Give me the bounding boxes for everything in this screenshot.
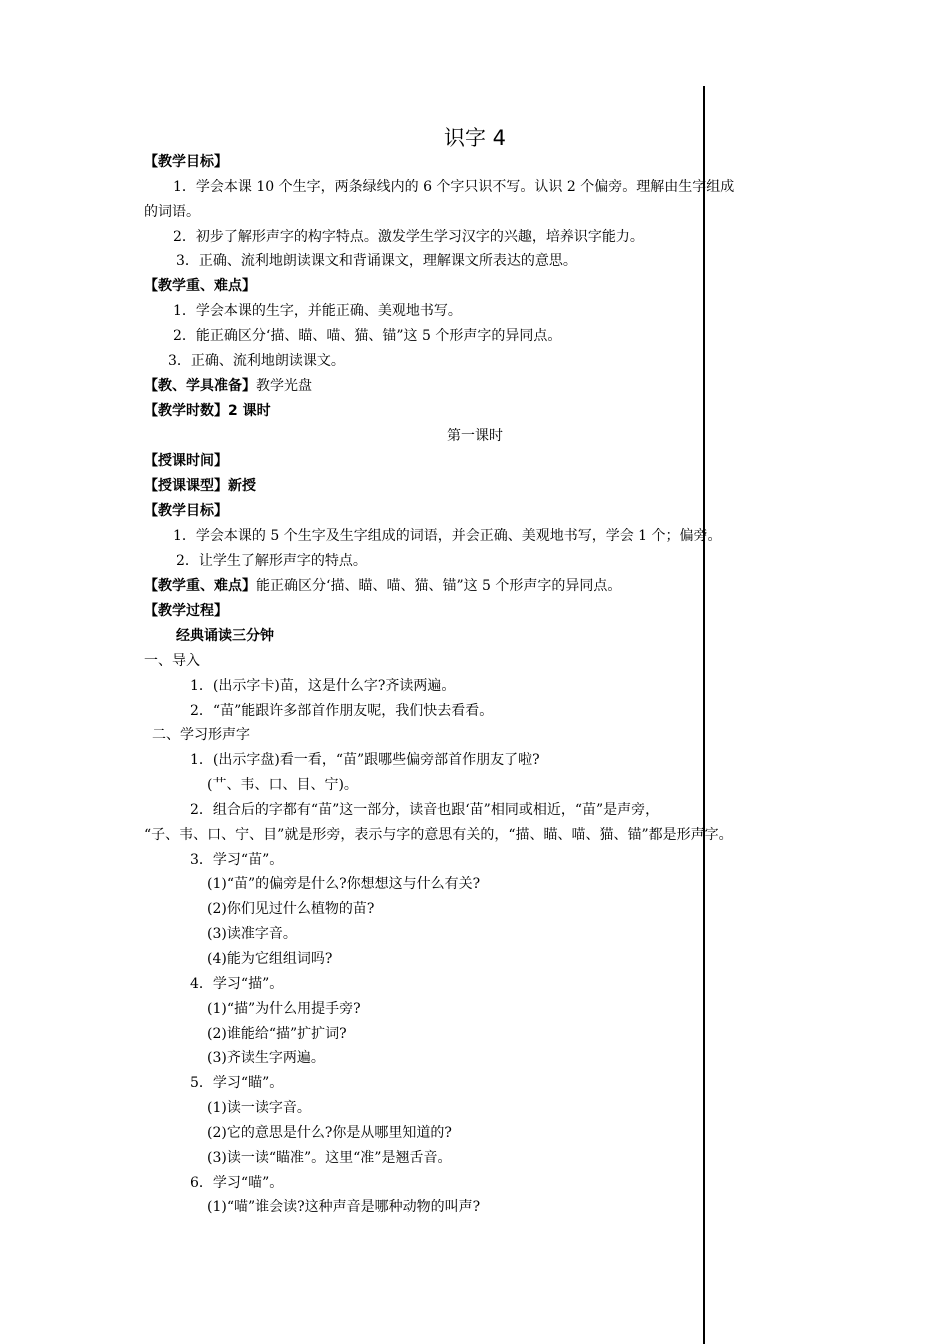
step-3-heading: 3．学习“苗”。 [190,852,284,868]
goal2-heading: 【教学目标】 [144,503,228,519]
step-3-sub-3: (3)读准字音。 [207,926,297,942]
classic-reading: 经典诵读三分钟 [176,628,274,644]
step-5-sub-1: (1)读一读字音。 [207,1100,311,1116]
goal2-item-1: 1．学会本课的 5 个生字及生字组成的词语，并会正确、美观地书写，学会 1 个；偏旁。 [173,528,722,544]
goal-heading: 【教学目标】 [144,154,228,170]
step-4-sub-2: (2)谁能给“描”扩扩词? [207,1026,347,1042]
process-heading: 【教学过程】 [144,603,228,619]
goal-item-1-cont: 的词语。 [144,204,200,220]
part-1-item-2: 2．“苗”能跟许多部首作朋友呢，我们快去看看。 [190,703,494,719]
step-5-heading: 5．学习“瞄”。 [190,1075,284,1091]
step-3-sub-1: (1)“苗”的偏旁是什么?你想想这与什么有关? [207,876,481,892]
part-2-heading: 二、学习形声字 [152,727,250,743]
step-3-sub-4: (4)能为它组组词吗? [207,951,333,967]
goal-item-2: 2．初步了解形声字的构字特点。激发学生学习汉字的兴趣，培养识字能力。 [173,229,644,245]
key2-label: 【教学重、难点】 [144,578,256,594]
goal-item-3: 3．正确、流利地朗读课文和背诵课文，理解课文所表达的意思。 [176,253,577,269]
step-4-heading: 4．学习“描”。 [190,976,284,992]
key2-row [144,576,621,596]
goal2-item-2: 2．让学生了解形声字的特点。 [176,553,367,569]
hours-value: 2 课时 [228,403,271,419]
step-4-sub-3: (3)齐读生字两遍。 [207,1050,325,1066]
time-heading: 【授课时间】 [144,453,228,469]
prep-row [144,376,312,396]
key-item-2: 2．能正确区分‘描、瞄、喵、猫、锚”这 5 个形声字的异同点。 [173,328,562,344]
hours-label: 【教学时数】 [144,403,228,419]
margin-rule [703,86,705,1344]
part-2-item-1: 1．(出示字盘)看一看，“苗”跟哪些偏旁部首作朋友了啦? [190,752,540,768]
type-value: 新授 [228,478,256,494]
step-4-sub-1: (1)“描”为什么用提手旁? [207,1001,361,1017]
step-6-sub-1: (1)“喵”谁会读?这种声音是哪种动物的叫声? [207,1199,481,1215]
type-label: 【授课课型】 [144,478,228,494]
key-item-3: 3．正确、流利地朗读课文。 [168,353,345,369]
part-2-item-2: 2．组合后的字都有“苗”这一部分，读音也跟‘苗”相同或相近，“苗”是声旁， [190,802,660,818]
hours-row [144,401,271,421]
prep-value: 教学光盘 [256,378,312,394]
step-5-sub-2: (2)它的意思是什么?你是从哪里知道的? [207,1125,452,1141]
step-3-sub-2: (2)你们见过什么植物的苗? [207,901,375,917]
prep-label: 【教、学具准备】 [144,378,256,394]
part-2-item-1-sub: (艹、韦、口、目、宁)。 [207,777,358,793]
part-2-item-2-cont: “子、韦、口、宁、目”就是形旁，表示与字的意思有关的，“描、瞄、喵、猫、锚”都是形声字。 [144,827,733,843]
step-6-heading: 6．学习“喵”。 [190,1175,284,1191]
key-item-1: 1．学会本课的生字，并能正确、美观地书写。 [173,303,462,319]
goal-item-1: 1．学会本课 10 个生字，两条绿线内的 6 个字只识不写。认识 2 个偏旁。理解由生字组成 [173,179,735,195]
key2-value: 能正确区分‘描、瞄、喵、猫、锚”这 5 个形声字的异同点。 [256,578,622,594]
key-heading: 【教学重、难点】 [144,278,256,294]
part-1-item-1: 1．(出示字卡)苗，这是什么字?齐读两遍。 [190,678,456,694]
page-title: 识字 4 [443,126,507,150]
lesson-title: 第一课时 [447,428,503,444]
type-row [144,476,256,496]
step-5-sub-3: (3)读一读“瞄准”。这里“准”是翘舌音。 [207,1150,452,1166]
part-1-heading: 一、导入 [144,653,200,669]
